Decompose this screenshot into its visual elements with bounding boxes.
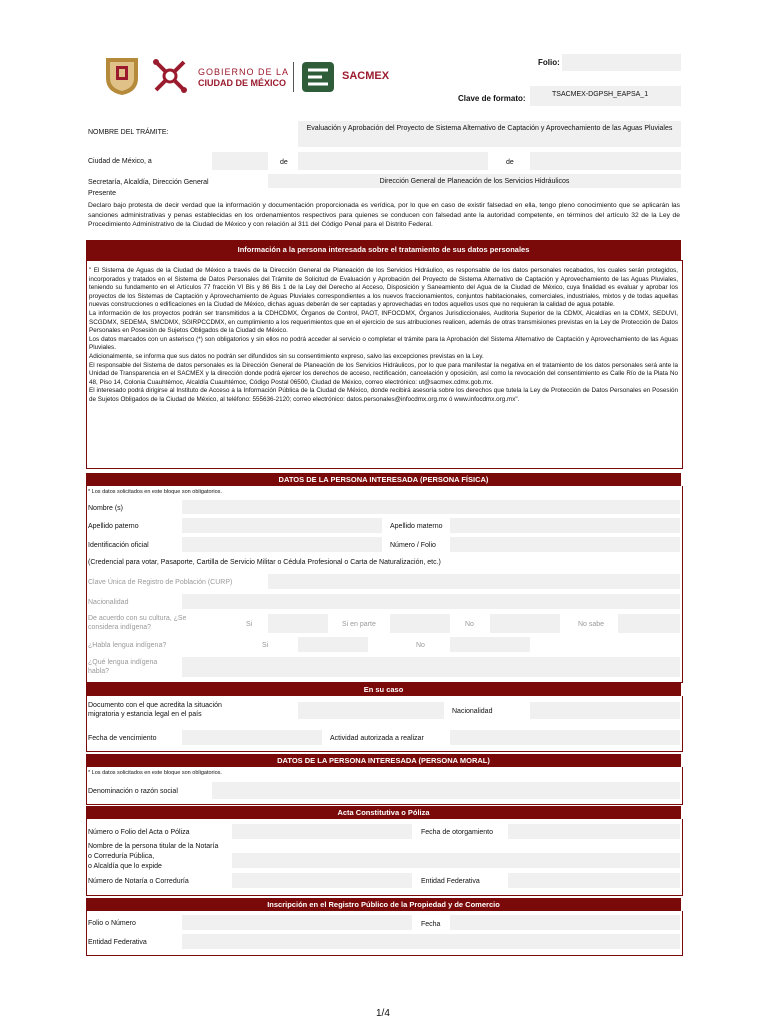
nombre-label: Nombre (s): [88, 505, 124, 512]
lengua-si-label: Si: [262, 642, 269, 649]
su-caso-nacionalidad-label: Nacionalidad: [452, 708, 493, 715]
identificacion-label: Identificación oficial: [88, 542, 149, 549]
privacy-block: [86, 260, 683, 469]
registro-title-bar: Inscripción en el Registro Público de la Propiedad y de Comercio: [86, 898, 681, 911]
cdmx-shield-logo: [104, 56, 140, 96]
cual-lengua-field[interactable]: [182, 657, 680, 677]
documento-migratorio-label: Documento con el que acredita la situación migratoria y estancia legal en el país: [88, 702, 222, 718]
denominacion-label: Denominación o razón social: [88, 788, 178, 795]
registro-folio-label: Folio o Número: [88, 920, 136, 927]
folio-field[interactable]: [562, 54, 681, 71]
privacy-p5: El responsable del Sistema de datos personales es la Dirección General de Planeación de los Servicios Hidráulicos, por lo que para manifestar la negativa en el tratamiento de los datos personales será ante la Unidad de Transparencia en el SACMEX y la dirección donde podrá ejercer los derechos de acceso, rectificación, cancelación y oposición, así como la revocación del consentimiento es Calle Río de la Plata No 48, Piso 14, Colonia Cuauhtémoc, Alcaldía Cuauhtémoc, Código Postal 06500, Ciudad de México, correo electrónico: ut@sacmex.cdmx.gob.mx.: [89, 361, 678, 386]
numero-acta-field[interactable]: [232, 824, 412, 839]
lengua-si-field[interactable]: [298, 637, 368, 652]
clave-label: Clave de formato:: [458, 94, 526, 103]
privacy-p4: Adicionalmente, se informa que sus datos no podrán ser difundidos sin su consentimiento expreso, salvo las excepciones previstas en la Ley.: [89, 352, 484, 360]
acta-title-bar: Acta Constitutiva o Póliza: [86, 806, 681, 819]
vencimiento-field[interactable]: [182, 730, 322, 745]
moral-title-bar: DATOS DE LA PERSONA INTERESADA (PERSONA MORAL): [86, 754, 681, 767]
gov-name-line2: CIUDAD DE MÉXICO: [198, 78, 287, 88]
registro-fecha-field[interactable]: [450, 915, 680, 930]
direccion-value: Dirección General de Planeación de los Servicios Hidráulicos: [379, 178, 570, 185]
day-field[interactable]: [212, 152, 268, 170]
privacy-p3: Los datos marcados con un asterisco (*) son obligatorios y sin ellos no podrá acceder al servicio o completar el trámite para la Aprobación del Sistema Alternativo de Captación y Aprovechamiento de las Aguas Pluviales.: [89, 335, 678, 352]
gov-name-line1: GOBIERNO DE LA: [198, 67, 290, 77]
lengua-no-label: No: [416, 642, 425, 649]
lengua-question: ¿Habla lengua indígena?: [88, 642, 167, 649]
fecha-otorgamiento-label: Fecha de otorgamiento: [421, 829, 493, 836]
indigena-si-en-parte-field[interactable]: [390, 614, 450, 633]
numero-folio-field[interactable]: [450, 537, 680, 552]
direccion-field[interactable]: [268, 174, 681, 188]
nacionalidad-field[interactable]: [182, 594, 680, 609]
apellido-paterno-label: Apellido paterno: [88, 523, 139, 530]
date-city-label: Ciudad de México, a: [88, 158, 152, 165]
tramite-value: Evaluación y Aprobación del Proyecto de Sistema Alternativo de Captación y Aprovechamiento de las Aguas Pluviales: [306, 125, 673, 132]
indigena-si-field[interactable]: [268, 614, 328, 633]
logo-divider: [293, 62, 294, 92]
nombre-notaria-label-2: o Correduría Pública,: [88, 853, 155, 860]
numero-notaria-field[interactable]: [232, 873, 412, 888]
nombre-notaria-label-1: Nombre de la persona titular de la Notaría: [88, 843, 219, 850]
nombre-field[interactable]: [182, 500, 680, 514]
nombre-notaria-label-3: o Alcaldía que lo expide: [88, 863, 162, 870]
month-field[interactable]: [298, 152, 488, 170]
indigena-no-sabe-label: No sabe: [578, 621, 605, 628]
indigena-no-field[interactable]: [490, 614, 560, 633]
apellido-materno-field[interactable]: [450, 518, 680, 533]
registro-fecha-label: Fecha: [421, 921, 441, 928]
indigena-question: De acuerdo con su cultura, ¿Se considera indígena?: [88, 615, 187, 631]
registro-entidad-field[interactable]: [182, 934, 680, 949]
numero-acta-label: Número o Folio del Acta o Póliza: [88, 829, 190, 836]
numero-folio-label: Número / Folio: [390, 542, 436, 549]
sacmex-logo-text: SACMEX: [342, 70, 390, 82]
moral-note: * Los datos solicitados en este bloque son obligatorios.: [88, 770, 222, 776]
privacy-title-bar: Información a la persona interesada sobre el tratamiento de sus datos personales: [86, 240, 681, 260]
declaration-text: Declaro bajo protesta de decir verdad que la información y documentación proporcionada es verídica, por lo que en caso de existir falsedad en ella, tengo pleno conocimiento que se aplicarán las sanciones administrativas y penas establecidas en los ordenamientos respectivos para quienes se conducen con falsedad ante la autoridad competente, en términos del artículo 32 de la Ley de Procedimiento Administrativo de la Ciudad de México y con relación al 311 del Código Penal para el Distrito Federal.: [88, 202, 680, 228]
privacy-p6: El interesado podrá dirigirse al Instituto de Acceso a la Información Pública de la Ciudad de México, donde recibirá asesoría sobre los derechos que tutela la Ley de Protección de Datos Personales en Posesión de Sujetos Obligados de la Ciudad de México, al teléfono: 555636-2120; correo electrónico: datos.personales@infocdmx.org.mx ó www.infocdmx.org.mx".: [89, 387, 678, 403]
actividad-label: Actividad autorizada a realizar: [330, 735, 424, 742]
su-caso-title-bar: En su caso: [86, 683, 681, 696]
denominacion-field[interactable]: [212, 782, 680, 799]
date-de-2: de: [506, 159, 514, 166]
cdmx-emblem-logo: [150, 56, 190, 96]
nombre-notaria-field[interactable]: [232, 853, 680, 868]
apellido-materno-label: Apellido materno: [390, 523, 443, 530]
cual-lengua-label: ¿Qué lengua indígena habla?: [88, 659, 158, 675]
fecha-otorgamiento-field[interactable]: [508, 824, 680, 839]
registro-folio-field[interactable]: [182, 915, 412, 930]
registro-entidad-label: Entidad Federativa: [88, 939, 147, 946]
year-field[interactable]: [530, 152, 681, 170]
fisica-note: * Los datos solicitados en este bloque son obligatorios.: [88, 489, 222, 495]
folio-label: Folio:: [538, 58, 560, 67]
nacionalidad-label: Nacionalidad: [88, 599, 129, 606]
acta-entidad-field[interactable]: [508, 873, 680, 888]
vencimiento-label: Fecha de vencimiento: [88, 735, 157, 742]
credencial-note: (Credencial para votar, Pasaporte, Cartilla de Servicio Militar o Cédula Profesional o Carta de Naturalización, etc.): [88, 559, 441, 566]
privacy-p2: La información de los proyectos podrán ser transmitidos a la CDHCDMX, Órganos de Control, PAOT, INFOCDMX, Órganos Jurisdiccionales, Auditoria Superior de la CDMX, Alcaldías en la CDMX, SEDUVI, SCGDMX, SEDEMA, SMCDMX, SGIRPCCDMX, en cumplimiento a los requerimientos que en el ejercicio de sus atribuciones realicen, además de otras transmisiones previstas en la Ley de Protección de Datos Personales en Posesión de Sujetos Obligados de la Ciudad de México.: [89, 309, 678, 335]
indigena-no-label: No: [465, 621, 474, 628]
indigena-si-label: Si: [246, 621, 253, 628]
indigena-no-sabe-field[interactable]: [618, 614, 680, 633]
privacy-body: [89, 267, 678, 405]
fisica-title-bar: DATOS DE LA PERSONA INTERESADA (PERSONA FÍSICA): [86, 473, 681, 486]
date-de-1: de: [280, 159, 288, 166]
sacmex-glyph-logo: [300, 60, 336, 94]
apellido-paterno-field[interactable]: [182, 518, 382, 533]
tramite-field[interactable]: [298, 121, 681, 147]
acta-entidad-label: Entidad Federativa: [421, 878, 480, 885]
tramite-label: NOMBRE DEL TRÁMITE:: [88, 129, 169, 136]
indigena-si-en-parte-label: Si en parte: [342, 621, 376, 628]
page-number: 1/4: [376, 1008, 390, 1019]
numero-notaria-label: Número de Notaría o Correduría: [88, 878, 189, 885]
curp-label: Clave Única de Registro de Población (CURP): [88, 579, 233, 586]
curp-field[interactable]: [268, 574, 680, 589]
presente-label: Presente: [88, 190, 117, 197]
lengua-no-field[interactable]: [450, 637, 530, 652]
privacy-p1: " El Sistema de Aguas de la Ciudad de México a través de la Dirección General de Planeación de los Servicios Hidráulico, es responsable de los datos personales recabados, los cuales serán protegidos, incorporados y tratados en el Sistema de Datos Personales del Trámite de Solicitud de Evaluación y Aprobación del Proyecto de Sistema Alternativo de Captación y Aprovechamiento de las Aguas Pluviales, teniendo su fundamento en el Artículos 77 fracción VI Bis y 86 Bis 1 de la Ley del Derecho al Acceso, Disposición y Saneamiento del Agua de la Ciudad de México, cuya finalidad es evaluar y aprobar los proyectos de los Sistemas de Captación y Aprovechamiento de Aguas Pluviales correspondientes a los nuevos fraccionamientos, conjuntos habitacionales, comerciales, industriales, mixtos y de todas aquellas nuevas construcciones o edificaciones en la Ciudad de México, dichas aguas deberán de ser captadas y aprovechadas en todos aquellos usos que no requieran la calidad de agua potable.: [89, 267, 678, 309]
secretaria-label: Secretaría, Alcaldía, Dirección General: [88, 179, 209, 186]
documento-migratorio-field[interactable]: [298, 702, 444, 719]
identificacion-field[interactable]: [182, 537, 382, 552]
actividad-field[interactable]: [450, 730, 680, 745]
clave-value: TSACMEX-DGPSH_EAPSA_1: [552, 91, 649, 98]
clave-field[interactable]: [530, 86, 681, 106]
su-caso-nacionalidad-field[interactable]: [530, 702, 680, 719]
